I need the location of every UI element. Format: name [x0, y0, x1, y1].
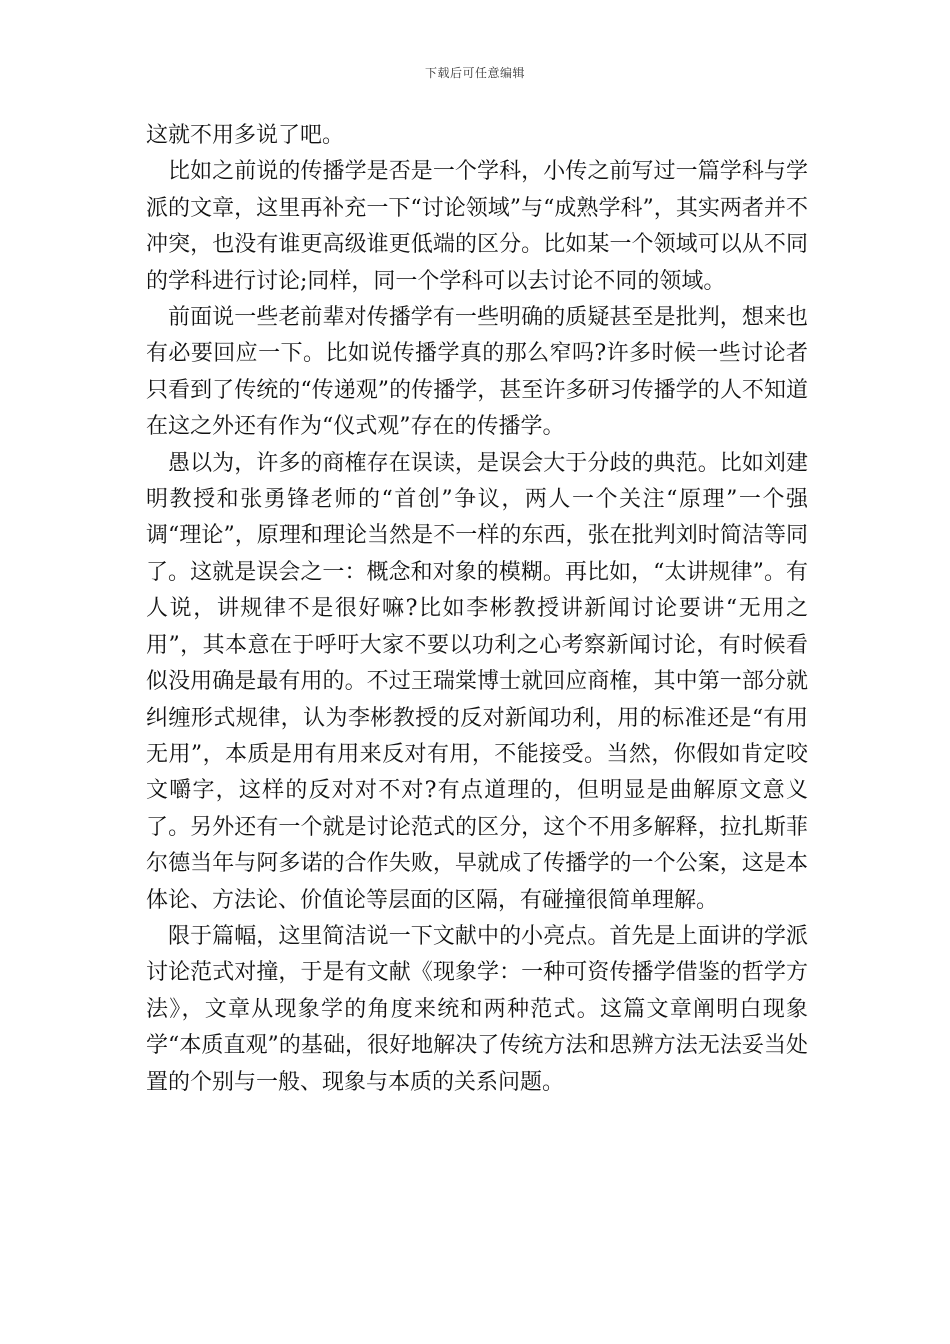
paragraph-3: 前面说一些老前辈对传播学有一些明确的质疑甚至是批判，想来也有必要回应一下。比如说传播学真的那么窄吗?许多时候一些讨论者只看到了传统的“传递观”的传播学，甚至许多研习传播学的人不知道在这之外还有作为“仪式观”存在的传播学。	[146, 305, 808, 440]
document-body	[146, 118, 808, 1101]
paragraph-4: 愚以为，许多的商榷存在误读，是误会大于分歧的典范。比如刘建明教授和张勇锋老师的“首创”争议，两人一个关注“原理”一个强调“理论”，原理和理论当然是不一样的东西，张在批判刘时简洁等同了。这就是误会之一：概念和对象的模糊。再比如，“太讲规律”。有人说，讲规律不是很好嘛?比如李彬教授讲新闻讨论要讲“无用之用”，其本意在于呼吁大家不要以功利之心考察新闻讨论，有时候看似没用确是最有用的。不过王瑞棠博士就回应商榷，其中第一部分就纠缠形式规律，认为李彬教授的反对新闻功利，用的标准还是“有用无用”，本质是用有用来反对有用，不能接受。当然，你假如肯定咬文嚼字，这样的反对对不对?有点道理的，但明显是曲解原文意义了。另外还有一个就是讨论范式的区分，这个不用多解释，拉扎斯菲尔德当年与阿多诺的合作失败，早就成了传播学的一个公案，这是本体论、方法论、价值论等层面的区隔，有碰撞很简单理解。	[146, 450, 808, 913]
page-header: 下载后可任意编辑	[424, 66, 525, 80]
paragraph-1: 这就不用多说了吧。	[146, 123, 345, 148]
paragraph-5: 限于篇幅，这里简洁说一下文献中的小亮点。首先是上面讲的学派讨论范式对撞，于是有文献《现象学：一种可资传播学借鉴的哲学方法》，文章从现象学的角度来统和两种范式。这篇文章阐明白现象学“本质直观”的基础，很好地解决了传统方法和思辨方法无法妥当处置的个别与一般、现象与本质的关系问题。	[146, 923, 808, 1095]
paragraph-2: 比如之前说的传播学是否是一个学科，小传之前写过一篇学科与学派的文章，这里再补充一下“讨论领域”与“成熟学科”，其实两者并不冲突，也没有谁更高级谁更低端的区分。比如某一个领域可以从不同的学科进行讨论;同样，同一个学科可以去讨论不同的领域。	[146, 159, 808, 294]
